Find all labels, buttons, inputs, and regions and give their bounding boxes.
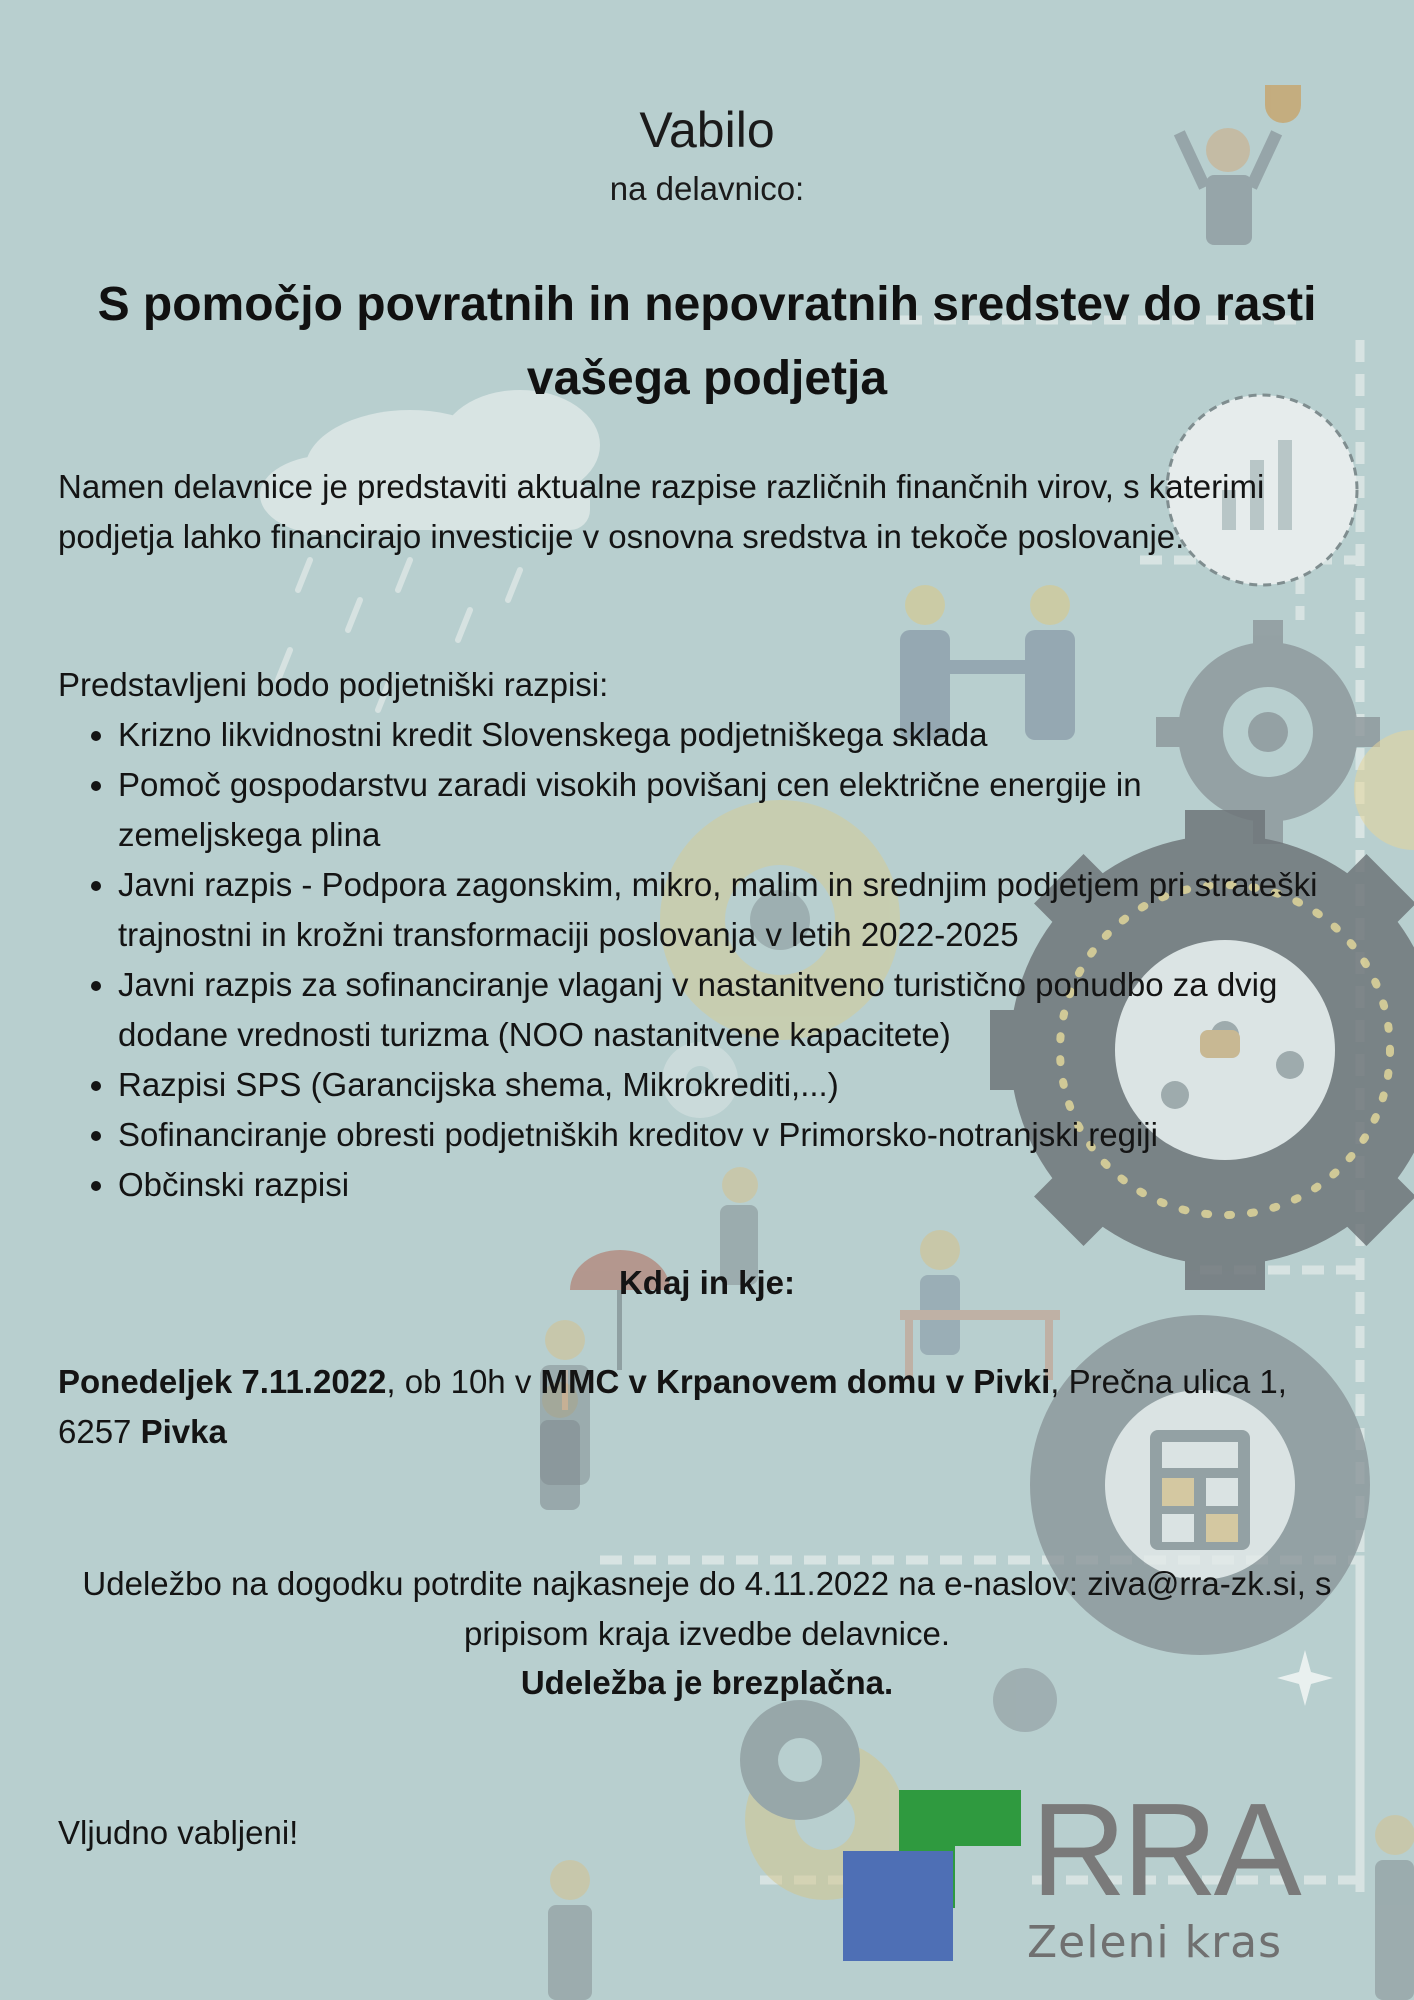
logo-green-cutout [955, 1846, 1021, 1908]
list-item: • Javni razpis za sofinanciranje vlaganj v nastanitveno turistično ponudbo za dvig dodane vrednosti turizma (NOO nastanitvene kapacitete) [118, 960, 1318, 1060]
logo-subtitle: Zeleni kras [1027, 1917, 1283, 1968]
logo-letters: RRA [1031, 1776, 1298, 1923]
event-time: , ob 10h v [386, 1363, 541, 1400]
tenders-heading: Predstavljeni bodo podjetniški razpisi: [58, 666, 609, 703]
workshop-headline: S pomočjo povratnih in nepovratnih sredstev do rasti vašega podjetja [97, 278, 1317, 405]
list-item: • Krizno likvidnostni kredit Slovenskega podjetniškega sklada [118, 710, 1318, 760]
invitation-subtitle: na delavnico: [609, 170, 805, 207]
event-date: Ponedeljek 7.11.2022 [58, 1363, 387, 1400]
walking-person-icon [548, 1860, 592, 2000]
rra-logo [843, 1776, 1323, 1970]
free-attendance-note: Udeležba je brezplačna. [520, 1664, 894, 1701]
list-item: • Sofinanciranje obresti podjetniških kreditov v Primorsko-notranjski regiji [118, 1110, 1318, 1160]
tenders-list [58, 710, 1318, 1210]
event-venue: MMC v Krpanovem domu v Pivki [540, 1363, 1051, 1400]
when-where-heading: Kdaj in kje: [618, 1264, 796, 1301]
logo-blue-square [843, 1851, 953, 1961]
invitation-title: Vabilo [639, 102, 775, 158]
event-address: , Prečna ulica 1, 6257 [58, 1363, 1287, 1450]
closing-text: Vljudno vabljeni! [58, 1814, 299, 1851]
edge-person-icon [1375, 1815, 1414, 2000]
event-city: Pivka [140, 1413, 227, 1450]
list-item: • Občinski razpisi [118, 1160, 1318, 1210]
list-item: • Pomoč gospodarstvu zaradi visokih povišanj cen električne energije in zemeljskega plina [118, 760, 1318, 860]
list-item: • Razpisi SPS (Garancijska shema, Mikrokrediti,...) [118, 1060, 1318, 1110]
intro-paragraph: Namen delavnice je predstaviti aktualne razpise različnih finančnih virov, s katerimi podjetja lahko financirajo investicije v osnovna sredstva in tekoče poslovanje. [58, 468, 1265, 555]
list-item: • Javni razpis - Podpora zagonskim, mikro, malim in srednjim podjetjem pri strateški trajnostni in krožni transformaciji poslovanja v letih 2022-2025 [118, 860, 1318, 960]
event-details [58, 1357, 1368, 1457]
rsvp-text: Udeležbo na dogodku potrdite najkasneje do 4.11.2022 na e-naslov: ziva@rra-zk.si, s pripisom kraja izvedbe delavnice. [82, 1565, 1332, 1652]
